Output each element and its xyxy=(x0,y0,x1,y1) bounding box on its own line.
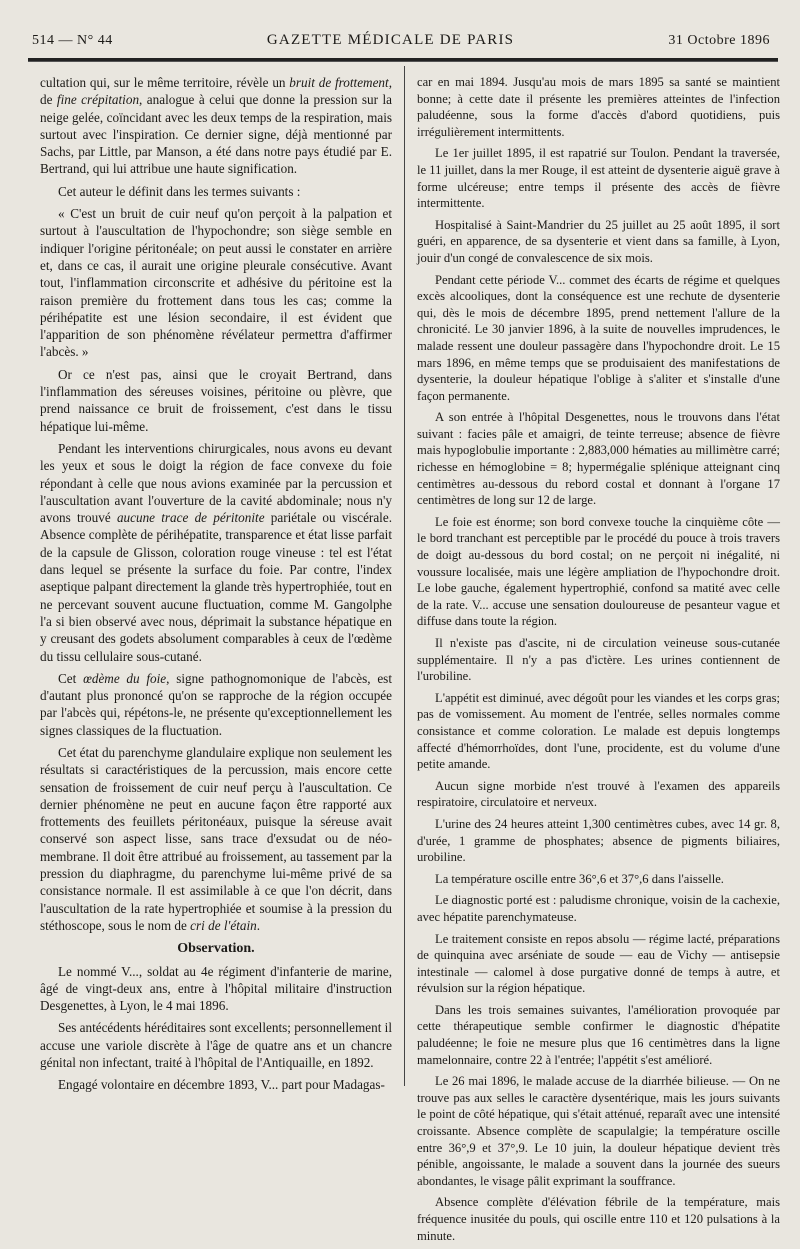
paragraph: Dans les trois semaines suivantes, l'amélioration provoquée par cette thérapeutique semble confirmer le diagnostic d'hépatite paludéenne; le foie ne mesure plus que 16 centimètres dans la ligne mamelonnaire, contre 22 à l'entrée; l'appétit s'est amélioré. xyxy=(417,1002,780,1067)
paragraph: cultation qui, sur le même territoire, révèle un bruit de frottement, de fine crépitation, analogue à celui que donne la pression sur la neige gelée, coïncidant avec les deux temps de la respiration, mais surtout avec l'inspiration. Ce dernier signe, déjà mentionné par Sachs, par Little, par Manson, a été dans notre pays étudié par E. Bertrand, qui lui attribue une haute signification. xyxy=(40,75,392,177)
paragraph: L'urine des 24 heures atteint 1,300 centimètres cubes, avec 14 gr. 8, d'urée, 1 gramme de phosphates; absence de pigments biliaires, urobiline. xyxy=(417,816,780,865)
paragraph: Le traitement consiste en repos absolu — régime lacté, préparations de quinquina avec arséniate de soude — eau de Vichy — antisepsie intestinale — calomel à dose purgative donné de temps à autre, et révulsion sur la région hépatique. xyxy=(417,931,780,996)
quote-paragraph: « C'est un bruit de cuir neuf qu'on perçoit à la palpation et surtout à l'auscultation de l'hypochondre; son siège semble en indiquer l'origine péritonéale; on peut aussi le constater en arrière et, dans ce cas, il aurait une origine pleurale consécutive. Avant tout, l'inflammation circonscrite et adhésive du péritoine est la raison première du frottement dans tous les cas; comme la périhépatite est une lésion secondaire, il est évident que l'apparition de son phénomène révélateur permettra d'affirmer l'abcès. » xyxy=(40,206,392,360)
paragraph: Cet œdème du foie, signe pathognomonique de l'abcès, est d'autant plus prononcé qu'on se rapproche de la région occupée par l'abcès qui, répétons-le, ne présente qu'exceptionnellement les signes classiques de la fluctuation. xyxy=(40,670,392,738)
paragraph: Engagé volontaire en décembre 1893, V... part pour Madagas- xyxy=(58,1077,385,1093)
paragraph: Hospitalisé à Saint-Mandrier du 25 juillet au 25 août 1895, il sort guéri, en apparence, de sa dysenterie et vient dans sa famille, à Lyon, jouir d'un congé de convalescence de six mois. xyxy=(417,217,780,265)
paragraph: La température oscille entre 36°,6 et 37°,6 dans l'aisselle. xyxy=(435,871,724,886)
paragraph: car en mai 1894. Jusqu'au mois de mars 1895 sa santé se maintient bonne; à cette date il présente les premières atteintes de l'infection paludéenne, sous la forme d'accès d'abord quotidiens, puis irrégulièrement intermittents. xyxy=(417,75,780,139)
paragraph: Pendant les interventions chirurgicales, nous avons eu devant les yeux et sous le doigt la région de face convexe du foie répondant à celle que nous avions examinée par la percussion et l'auscultation avant l'ouverture de la cavité abdominale; nous n'y avons trouvé aucune trace de péritonite pariétale ou viscérale. Absence complète de périhépatite, transparence et état lisse parfait de la capsule de Glisson, coloration rouge vineuse : tel est l'état dans lequel se présente la surface du foie. Par contre, l'index aseptique palpant directement la glande très hypertrophiée, tout en ne percevant souvent aucune fluctuation, comme M. Gangolphe l'a si bien observé avec nous, déprimait la substance hépatique en y creusant des godets absolument comparables à ceux de l'œdème du tissu cellulaire sous-cutané. xyxy=(40,440,392,664)
paragraph: Le nommé V..., soldat au 4e régiment d'infanterie de marine, âgé de vingt-deux ans, entre à l'hôpital militaire d'instruction Desgenettes, à Lyon, le 4 mai 1896. xyxy=(40,963,392,1014)
paragraph: Il n'existe pas d'ascite, ni de circulation veineuse sous-cutanée supplémentaire. Il n'y a pas d'ictère. Les urines contiennent de l'urobiline. xyxy=(417,636,780,684)
paragraph: Le diagnostic porté est : paludisme chronique, voisin de la cachexie, avec hépatite parenchymateuse. xyxy=(417,893,780,924)
issue-date: 31 Octobre 1896 xyxy=(668,33,770,48)
page-number: 514 — N° 44 xyxy=(32,33,113,48)
header-rule xyxy=(28,58,778,62)
paragraph: Cet état du parenchyme glandulaire explique non seulement les résultats si caractéristiques de la percussion, mais encore cette sensation de froissement de cuir neuf perçu à l'auscultation. Ce dernier phénomène ne peut en aucune façon être rapporté aux frottements des feuillets péritonéaux, puisque la séreuse avait conservé son aspect lisse, sans trace d'exsudat ou de néo-membrane. Il doit être attribué au froissement, au tassement par la pression du diaphragme, du parenchyme lui-même privé de sa consistance normale. Il est assimilable à ce que l'on décrit, dans l'auscultation de la rate hypertrophiée et soumise à la pression du stéthoscope, sous le nom de cri de l'étain. xyxy=(40,744,392,933)
paragraph: Cet auteur le définit dans les termes suivants : xyxy=(58,183,301,199)
section-heading: Observation. xyxy=(177,941,255,957)
paragraph: Pendant cette période V... commet des écarts de régime et quelques excès alcooliques, dont la conséquence est une rechute de dysenterie qui, dès le mois de décembre 1895, prend nettement l'allure de la chronicité. Le 30 janvier 1896, à la suite de nouvelles imprudences, le malade ressent une douleur passagère dans l'hypochondre droit. Le 15 mars 1896, en même temps que se produisaient des manifestations de dysenterie, la douleur hépatique l'oblige à s'aliter et s'installe d'une façon permanente. xyxy=(417,272,780,403)
paragraph: Or ce n'est pas, ainsi que le croyait Bertrand, dans l'inflammation des séreuses voisines, péritoine ou plèvre, que prend naissance ce bruit de froissement, c'est dans le tissu hépatique lui-même. xyxy=(40,366,392,434)
paragraph: Le 1er juillet 1895, il est rapatrié sur Toulon. Pendant la traversée, le 11 juillet, dans la mer Rouge, il est atteint de dysenterie aiguë grave à forme ulcéreuse; entre temps il présente des accès de fièvre intermittente. xyxy=(417,146,780,211)
paragraph: Ses antécédents héréditaires sont excellents; personnellement il accuse une variole discrète à l'âge de quatre ans et un chancre génital non infectant, traité à l'hôpital de l'Antiquaille, en 1892. xyxy=(40,1020,392,1071)
paragraph: A son entrée à l'hôpital Desgenettes, nous le trouvons dans l'état suivant : facies pâle et amaigri, de teinte terreuse; absence de fièvre mais hypoglobulie importante : 2,883,000 hématies au millimètre carré; richesse en hémoglobine = 8; hypermégalie splénique atteignant cinq centimètres au-dessous du rebord costal et donnant à l'organe 17 centimètres de long sur 12 de large. xyxy=(417,410,780,508)
journal-title: GAZETTE MÉDICALE DE PARIS xyxy=(266,32,515,48)
page-header xyxy=(32,32,770,54)
paragraph: Aucun signe morbide n'est trouvé à l'examen des appareils respiratoire, circulatoire et nerveux. xyxy=(417,778,780,810)
paragraph: Le foie est énorme; son bord convexe touche la cinquième côte — le bord tranchant est perceptible par le procédé du pouce à trois travers de doigt au-dessous du bord costal; on ne perçoit ni inégalité, ni voussure localisée, mais une légère ampliation de l'hypochondre droit. Le lobe gauche, également hypertrophié, confond sa matité avec celle de la rate. V... accuse une sensation douloureuse de pesanteur vague et diffuse dans toute la région. xyxy=(417,514,780,629)
paragraph: L'appétit est diminué, avec dégoût pour les viandes et les corps gras; pas de vomissement. Au moment de l'entrée, selles normales comme consistance et comme coloration. Le malade est depuis longtemps affecté d'hémorrhoïdes, dont l'une, procidente, est du volume d'une petite amande. xyxy=(417,690,780,772)
right-column xyxy=(417,74,780,1249)
paragraph: Le 26 mai 1896, le malade accuse de la diarrhée bilieuse. — On ne trouve pas aux selles le caractère dysentérique, mais les jours suivants le point de côté hépatique, qui s'était atténué, reparaît avec une intensité croissante. Absence complète de scapulalgie; la température oscille entre 36°,9 et 37°,9. Le 10 juin, la douleur hépatique devient très pénible, angoissante, le malade a souvent dans la journée des sueurs abondantes, le visage pâlit exprimant la souffrance. xyxy=(417,1074,780,1188)
column-divider xyxy=(404,66,405,1086)
left-column xyxy=(40,74,392,1099)
paragraph: Absence complète d'élévation fébrile de la température, mais fréquence inusitée du pouls, qui oscille entre 110 et 120 pulsations à la minute. xyxy=(417,1195,780,1243)
